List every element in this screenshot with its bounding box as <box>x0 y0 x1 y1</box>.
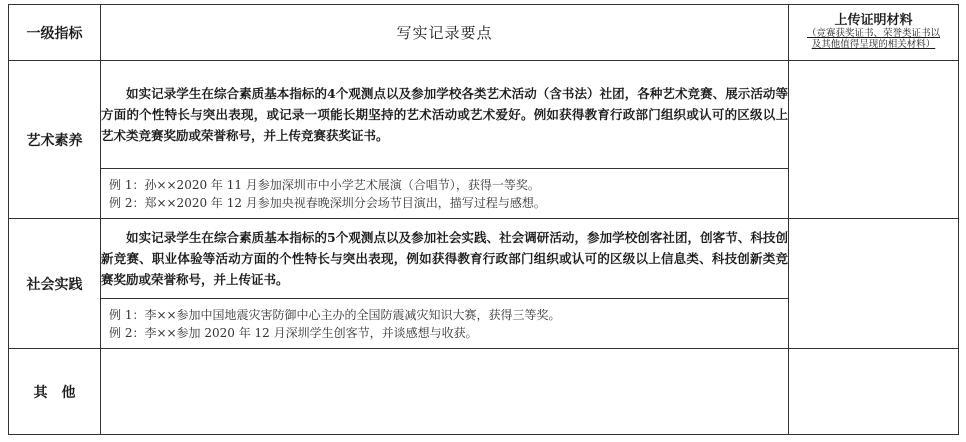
social-example-2: 例 2：李××参加 2020 年 12 月深圳学生创客节，并谈感想与收获。 <box>109 325 478 340</box>
record-sheet <box>8 4 958 436</box>
social-description: 如实记录学生在综合素质基本指标的5个观测点以及参加社会实践、社会调研活动，参加学校创客社团，创客节、科技创新竞赛、职业体验等活动方面的个性特长与突出表现，例如获得教育行政部门组织或认可的区级以上信息类、科技创新类竞赛奖励或荣誉称号，并上传证书。 <box>101 219 789 299</box>
header-upload-title: 上传证明材料 <box>834 13 913 29</box>
other-row <box>9 349 959 435</box>
header-upload-note-1: （竞赛获奖证书、荣誉类证书以 <box>806 28 940 40</box>
art-description: 如实记录学生在综合素质基本指标的4个观测点以及参加学校各类艺术活动（含书法）社团，各种艺术竞赛、展示活动等方面的个性特长与突出表现，或记录一项能长期坚持的艺术活动或艺术爱好。例如获得教育行政部门组织或认可的区级以上艺术类竞赛奖励或荣誉称号，并上传竞赛获奖证书。 <box>101 61 789 169</box>
record-table <box>8 4 959 435</box>
art-example-2: 例 2：郑××2020 年 12 月参加央视春晚深圳分会场节目演出，描写过程与感想。 <box>109 195 546 210</box>
header-points: 写实记录要点 <box>101 5 789 61</box>
art-upload-cell[interactable] <box>789 61 959 219</box>
other-description-cell[interactable] <box>101 349 789 435</box>
table-header-row <box>9 5 959 61</box>
other-upload-cell[interactable] <box>789 349 959 435</box>
social-category: 社会实践 <box>9 219 101 349</box>
social-examples <box>101 299 789 349</box>
header-upload-note-2: 及其他值得呈现的相关材料） <box>811 38 936 50</box>
art-category: 艺术素养 <box>9 61 101 219</box>
art-description-row <box>9 61 959 169</box>
art-examples <box>101 169 789 219</box>
header-upload <box>789 5 959 61</box>
other-category: 其他 <box>9 349 101 435</box>
social-upload-cell[interactable] <box>789 219 959 349</box>
art-example-1: 例 1：孙××2020 年 11 月参加深圳市中小学艺术展演（合唱节），获得一等奖。 <box>109 177 540 192</box>
header-category: 一级指标 <box>9 5 101 61</box>
social-example-1: 例 1：李××参加中国地震灾害防御中心主办的全国防震减灾知识大赛，获得三等奖。 <box>109 307 561 322</box>
social-description-row <box>9 219 959 299</box>
